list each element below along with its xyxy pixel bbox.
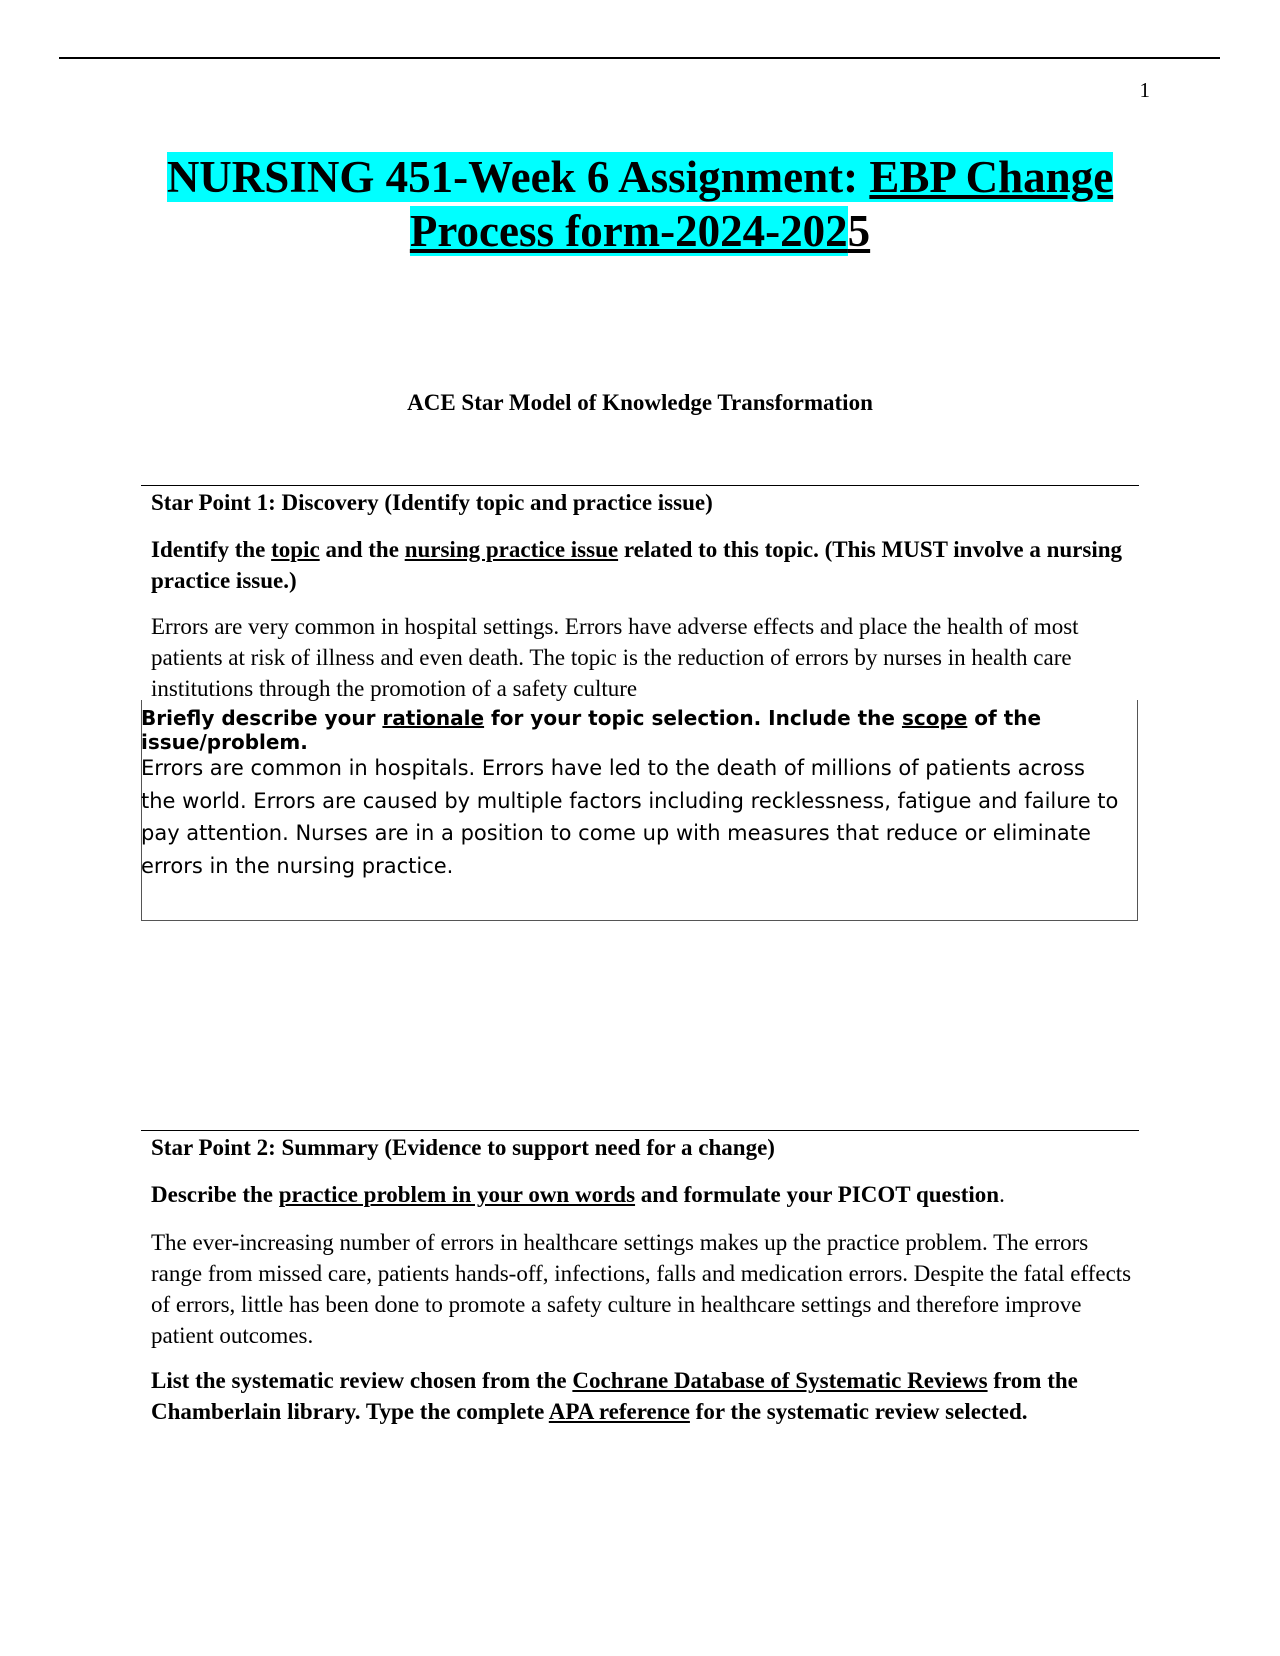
title-part-2: EBP Change [869, 152, 1114, 202]
page-number: 1 [1139, 78, 1150, 102]
star2-prompt-period: . [999, 1182, 1005, 1207]
review-prompt [151, 1365, 1136, 1427]
review-prompt-a: List the systematic review chosen from the [151, 1368, 573, 1393]
review-prompt-e: for the systematic review selected. [689, 1399, 1028, 1424]
title-part-1: NURSING 451-Week 6 Assignment: [166, 152, 870, 202]
rationale-prompt-rationale: rationale [382, 706, 485, 730]
document-title [120, 150, 1160, 258]
star2-prompt-c: and formulate your PICOT question [635, 1182, 1000, 1207]
rationale-answer: Errors are common in hospitals. Errors have led to the death of millions of patients across the world. Errors are caused by multiple factors including recklessness, fatigue and failure to pay attention. Nurses are in a position to come up with measures that reduce or eliminate errors in the nursing practice. [141, 756, 1119, 878]
model-title: ACE Star Model of Knowledge Transformation [407, 390, 873, 415]
rationale-prompt [141, 706, 1141, 754]
star1-prompt-topic: topic [271, 537, 320, 562]
star1-answer: Errors are very common in hospital settings. Errors have adverse effects and place the health of most patients at risk of illness and even death. The topic is the reduction of errors by nurses in health care institutions through the promotion of a safety culture [151, 614, 1079, 701]
star1-rule [141, 485, 1139, 486]
star1-prompt-c: and the [319, 537, 405, 562]
star2-answer: The ever-increasing number of errors in healthcare settings makes up the practice problem. The errors range from missed care, patients hands-off, infections, falls and medication errors. Despite the fatal effects of errors, little has been done to promote a safety culture in healthcare settings and therefore improve patient outcomes. [151, 1230, 1132, 1348]
star2-rule [141, 1130, 1139, 1131]
star2-prompt [151, 1179, 1136, 1210]
review-prompt-c: from the Chamberlain library. Type the complete [151, 1368, 1078, 1424]
star2-prompt-problem: practice problem in your own words [278, 1182, 636, 1207]
star2-prompt-a: Describe the [151, 1182, 279, 1207]
rationale-prompt-c: for your topic selection. Include the [484, 706, 902, 730]
star2-heading: Star Point 2: Summary (Evidence to support need for a change) [151, 1135, 775, 1160]
rationale-prompt-a: Briefly describe your [141, 706, 383, 730]
star1-prompt [151, 534, 1136, 596]
review-prompt-apa: APA reference [548, 1399, 690, 1424]
title-part-3: Process form-2024-202 [409, 206, 848, 256]
star1-prompt-a: Identify the [151, 537, 272, 562]
star1-prompt-e: related to this topic. (This MUST involve a nursing practice issue.) [151, 537, 1123, 593]
rationale-prompt-scope: scope [901, 706, 968, 730]
review-prompt-cochrane: Cochrane Database of Systematic Reviews [572, 1368, 988, 1393]
header-rule [59, 57, 1220, 59]
star1-prompt-issue: nursing practice issue [404, 537, 619, 562]
star1-heading: Star Point 1: Discovery (Identify topic and practice issue) [151, 490, 713, 515]
title-part-4: 5 [847, 206, 871, 256]
rationale-prompt-e: of the issue/problem. [141, 706, 1042, 754]
